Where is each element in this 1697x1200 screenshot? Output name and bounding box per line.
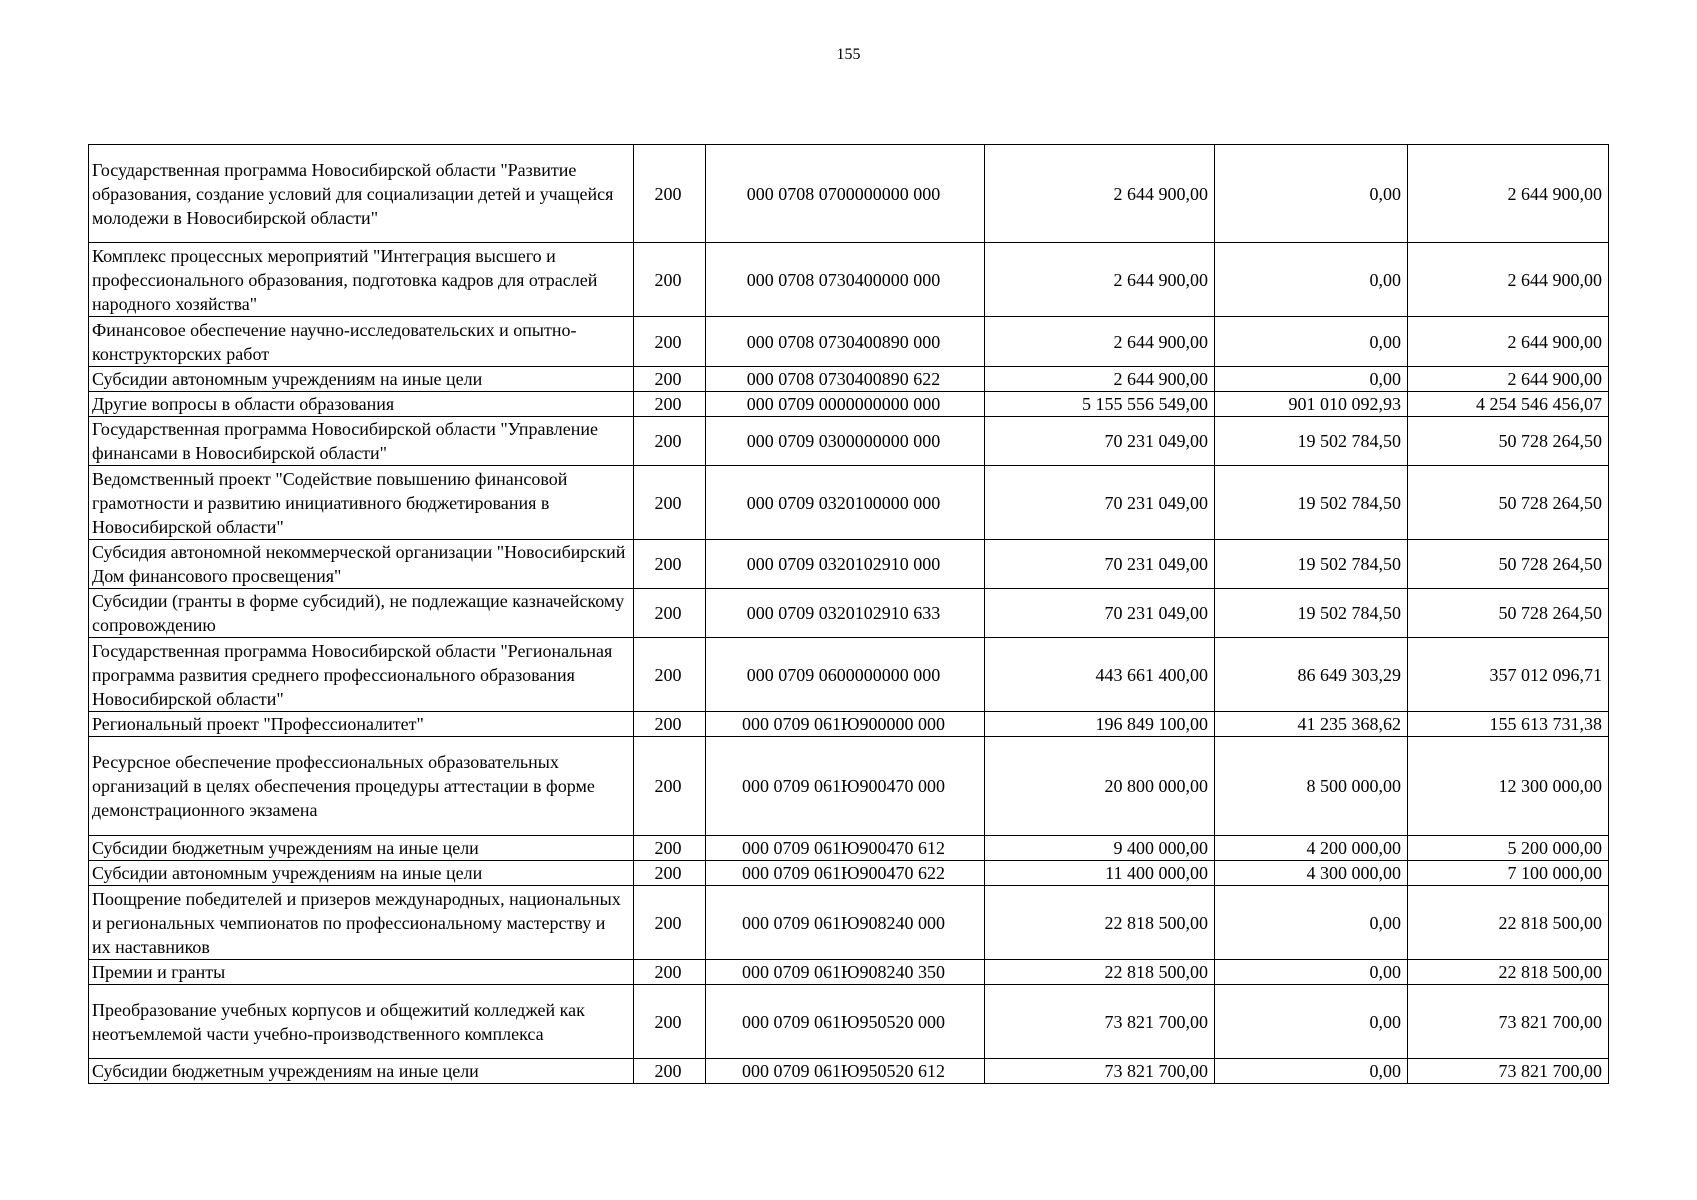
- cell-executed: 0,00: [1215, 1059, 1408, 1084]
- cell-code: 200: [634, 466, 706, 540]
- cell-code: 200: [634, 1059, 706, 1084]
- table-row: [89, 638, 1609, 712]
- cell-executed: 0,00: [1215, 367, 1408, 392]
- cell-executed: 19 502 784,50: [1215, 540, 1408, 589]
- table-row: [89, 836, 1609, 861]
- cell-unexecuted: 4 254 546 456,07: [1408, 392, 1609, 417]
- cell-executed: 0,00: [1215, 985, 1408, 1059]
- table-row: [89, 466, 1609, 540]
- cell-executed: 19 502 784,50: [1215, 466, 1408, 540]
- cell-approved: 70 231 049,00: [985, 589, 1215, 638]
- cell-unexecuted: 357 012 096,71: [1408, 638, 1609, 712]
- table-row: [89, 145, 1609, 243]
- cell-approved: 2 644 900,00: [985, 367, 1215, 392]
- cell-code: 200: [634, 861, 706, 886]
- cell-unexecuted: 73 821 700,00: [1408, 985, 1609, 1059]
- cell-executed: 4 300 000,00: [1215, 861, 1408, 886]
- cell-name: Субсидия автономной некоммерческой организации "Новосибирский Дом финансового просвещения": [89, 540, 634, 589]
- cell-kbk: 000 0709 0000000000 000: [706, 392, 985, 417]
- cell-kbk: 000 0708 0730400890 622: [706, 367, 985, 392]
- cell-kbk: 000 0709 061Ю950520 612: [706, 1059, 985, 1084]
- cell-unexecuted: 2 644 900,00: [1408, 243, 1609, 317]
- page-number: 155: [836, 46, 861, 63]
- cell-code: 200: [634, 243, 706, 317]
- cell-name: Субсидии бюджетным учреждениям на иные цели: [89, 1059, 634, 1084]
- cell-kbk: 000 0709 061Ю908240 000: [706, 886, 985, 960]
- cell-executed: 19 502 784,50: [1215, 417, 1408, 466]
- cell-name: Субсидии (гранты в форме субсидий), не подлежащие казначейскому сопровождению: [89, 589, 634, 638]
- cell-code: 200: [634, 417, 706, 466]
- table-row: [89, 1059, 1609, 1084]
- cell-approved: 196 849 100,00: [985, 712, 1215, 737]
- cell-name: Комплекс процессных мероприятий "Интеграция высшего и профессионального образования, подготовка кадров для отраслей народного хозяйства": [89, 243, 634, 317]
- cell-approved: 70 231 049,00: [985, 417, 1215, 466]
- cell-unexecuted: 12 300 000,00: [1408, 737, 1609, 836]
- table-row: [89, 861, 1609, 886]
- cell-approved: 22 818 500,00: [985, 886, 1215, 960]
- cell-code: 200: [634, 836, 706, 861]
- table-row: [89, 985, 1609, 1059]
- cell-name: Государственная программа Новосибирской области "Региональная программа развития среднего профессионального образования Новосибирской области": [89, 638, 634, 712]
- cell-approved: 20 800 000,00: [985, 737, 1215, 836]
- cell-approved: 5 155 556 549,00: [985, 392, 1215, 417]
- cell-unexecuted: 5 200 000,00: [1408, 836, 1609, 861]
- cell-code: 200: [634, 712, 706, 737]
- cell-approved: 73 821 700,00: [985, 985, 1215, 1059]
- cell-unexecuted: 2 644 900,00: [1408, 317, 1609, 367]
- cell-approved: 2 644 900,00: [985, 317, 1215, 367]
- cell-unexecuted: 22 818 500,00: [1408, 886, 1609, 960]
- cell-kbk: 000 0709 0300000000 000: [706, 417, 985, 466]
- cell-code: 200: [634, 737, 706, 836]
- cell-code: 200: [634, 367, 706, 392]
- cell-kbk: 000 0709 0320102910 633: [706, 589, 985, 638]
- cell-name: Ресурсное обеспечение профессиональных образовательных организаций в целях обеспечения процедуры аттестации в форме демонстрационного экзамена: [89, 737, 634, 836]
- cell-unexecuted: 73 821 700,00: [1408, 1059, 1609, 1084]
- cell-approved: 70 231 049,00: [985, 540, 1215, 589]
- cell-executed: 0,00: [1215, 886, 1408, 960]
- cell-approved: 9 400 000,00: [985, 836, 1215, 861]
- cell-executed: 4 200 000,00: [1215, 836, 1408, 861]
- table-row: [89, 243, 1609, 317]
- cell-executed: 0,00: [1215, 145, 1408, 243]
- cell-kbk: 000 0709 0320100000 000: [706, 466, 985, 540]
- cell-name: Преобразование учебных корпусов и общежитий колледжей как неотъемлемой части учебно-производственного комплекса: [89, 985, 634, 1059]
- cell-unexecuted: 7 100 000,00: [1408, 861, 1609, 886]
- cell-kbk: 000 0709 061Ю950520 000: [706, 985, 985, 1059]
- table-row: [89, 712, 1609, 737]
- budget-table: [88, 144, 1609, 1084]
- table-row: [89, 392, 1609, 417]
- cell-name: Субсидии бюджетным учреждениям на иные цели: [89, 836, 634, 861]
- cell-name: Финансовое обеспечение научно-исследовательских и опытно-конструкторских работ: [89, 317, 634, 367]
- budget-table-body: [89, 145, 1609, 1084]
- cell-unexecuted: 22 818 500,00: [1408, 960, 1609, 985]
- table-row: [89, 589, 1609, 638]
- cell-kbk: 000 0708 0730400000 000: [706, 243, 985, 317]
- cell-unexecuted: 50 728 264,50: [1408, 417, 1609, 466]
- cell-name: Премии и гранты: [89, 960, 634, 985]
- cell-kbk: 000 0709 0600000000 000: [706, 638, 985, 712]
- cell-name: Поощрение победителей и призеров международных, национальных и региональных чемпионатов по профессиональному мастерству и их наставников: [89, 886, 634, 960]
- cell-code: 200: [634, 960, 706, 985]
- cell-unexecuted: 50 728 264,50: [1408, 466, 1609, 540]
- cell-kbk: 000 0709 061Ю900000 000: [706, 712, 985, 737]
- cell-code: 200: [634, 317, 706, 367]
- cell-code: 200: [634, 540, 706, 589]
- cell-approved: 22 818 500,00: [985, 960, 1215, 985]
- cell-kbk: 000 0708 0730400890 000: [706, 317, 985, 367]
- cell-name: Ведомственный проект "Содействие повышению финансовой грамотности и развитию инициативного бюджетирования в Новосибирской области": [89, 466, 634, 540]
- cell-kbk: 000 0709 061Ю900470 622: [706, 861, 985, 886]
- cell-kbk: 000 0709 061Ю900470 000: [706, 737, 985, 836]
- cell-code: 200: [634, 985, 706, 1059]
- table-row: [89, 540, 1609, 589]
- cell-kbk: 000 0709 061Ю908240 350: [706, 960, 985, 985]
- table-row: [89, 417, 1609, 466]
- table-row: [89, 960, 1609, 985]
- cell-name: Государственная программа Новосибирской области "Развитие образования, создание условий для социализации детей и учащейся молодежи в Новосибирской области": [89, 145, 634, 243]
- cell-name: Субсидии автономным учреждениям на иные цели: [89, 367, 634, 392]
- cell-executed: 86 649 303,29: [1215, 638, 1408, 712]
- cell-approved: 2 644 900,00: [985, 243, 1215, 317]
- cell-unexecuted: 50 728 264,50: [1408, 589, 1609, 638]
- table-row: [89, 317, 1609, 367]
- cell-name: Другие вопросы в области образования: [89, 392, 634, 417]
- cell-code: 200: [634, 392, 706, 417]
- cell-unexecuted: 2 644 900,00: [1408, 145, 1609, 243]
- cell-executed: 41 235 368,62: [1215, 712, 1408, 737]
- table-row: [89, 737, 1609, 836]
- cell-code: 200: [634, 145, 706, 243]
- cell-approved: 70 231 049,00: [985, 466, 1215, 540]
- cell-name: Субсидии автономным учреждениям на иные цели: [89, 861, 634, 886]
- cell-approved: 443 661 400,00: [985, 638, 1215, 712]
- table-row: [89, 367, 1609, 392]
- cell-kbk: 000 0709 061Ю900470 612: [706, 836, 985, 861]
- cell-approved: 2 644 900,00: [985, 145, 1215, 243]
- cell-kbk: 000 0708 0700000000 000: [706, 145, 985, 243]
- cell-unexecuted: 155 613 731,38: [1408, 712, 1609, 737]
- cell-executed: 0,00: [1215, 317, 1408, 367]
- cell-name: Государственная программа Новосибирской области "Управление финансами в Новосибирской области": [89, 417, 634, 466]
- cell-code: 200: [634, 589, 706, 638]
- cell-name: Региональный проект "Профессионалитет": [89, 712, 634, 737]
- cell-executed: 0,00: [1215, 243, 1408, 317]
- cell-unexecuted: 2 644 900,00: [1408, 367, 1609, 392]
- cell-code: 200: [634, 886, 706, 960]
- table-row: [89, 886, 1609, 960]
- cell-executed: 19 502 784,50: [1215, 589, 1408, 638]
- cell-approved: 73 821 700,00: [985, 1059, 1215, 1084]
- cell-executed: 901 010 092,93: [1215, 392, 1408, 417]
- cell-kbk: 000 0709 0320102910 000: [706, 540, 985, 589]
- cell-approved: 11 400 000,00: [985, 861, 1215, 886]
- cell-executed: 8 500 000,00: [1215, 737, 1408, 836]
- cell-unexecuted: 50 728 264,50: [1408, 540, 1609, 589]
- cell-code: 200: [634, 638, 706, 712]
- cell-executed: 0,00: [1215, 960, 1408, 985]
